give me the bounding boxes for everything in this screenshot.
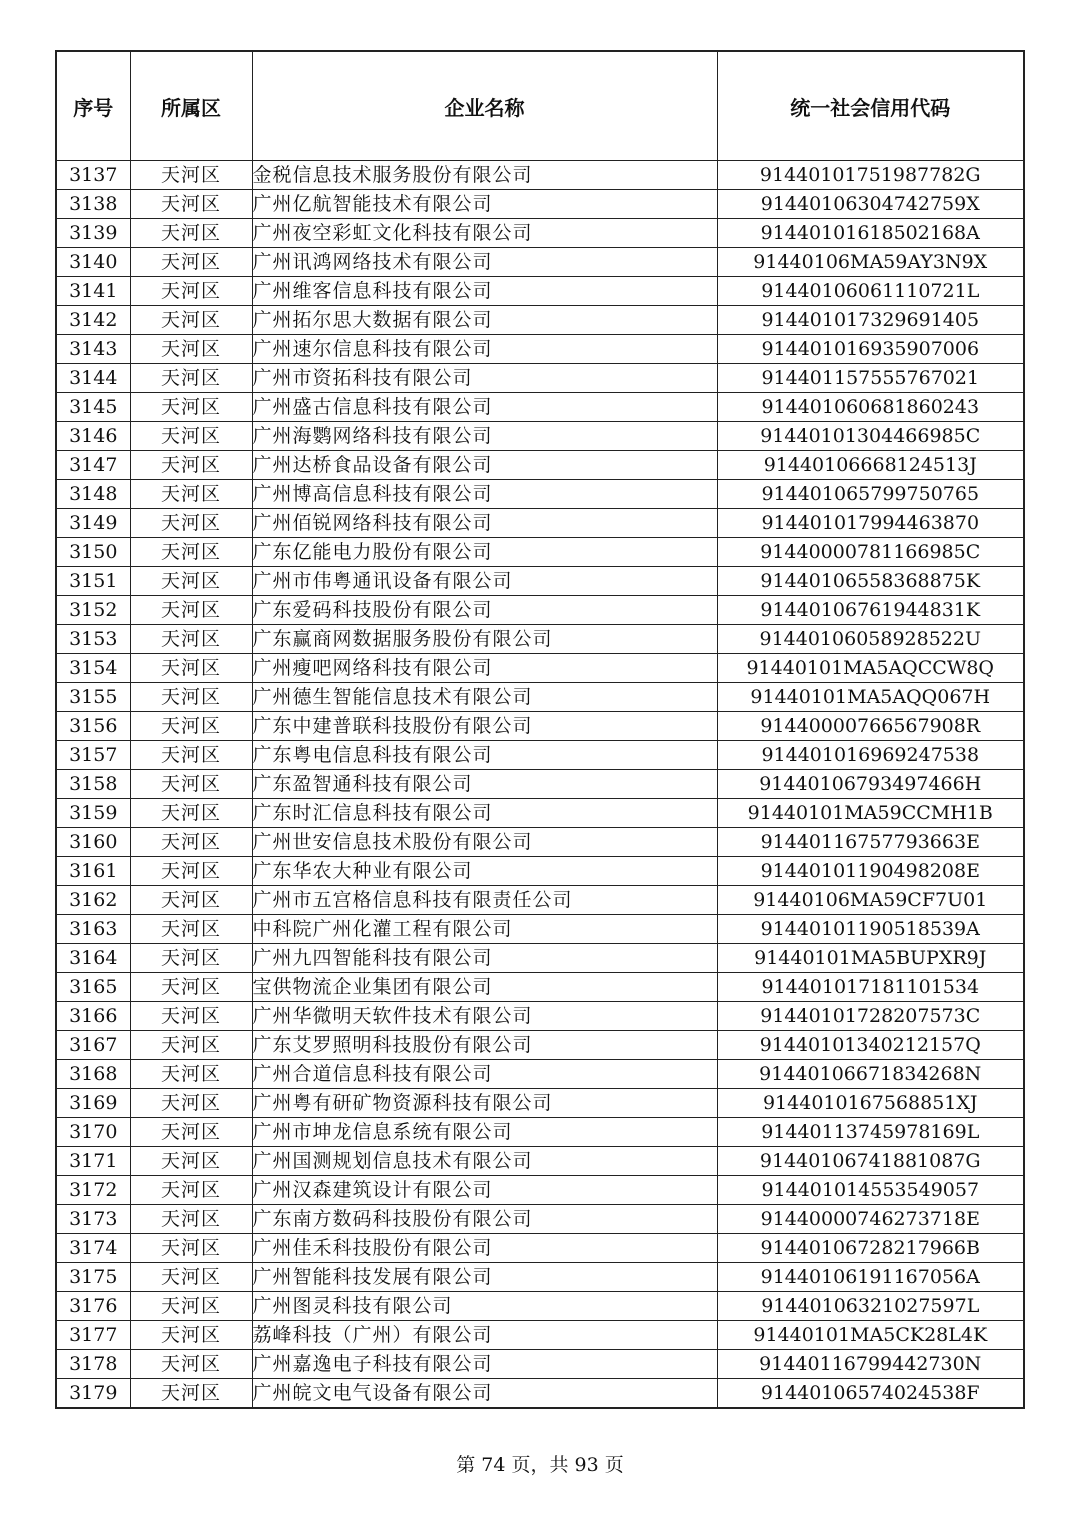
company-name-cell: 广东爱码科技股份有限公司 xyxy=(252,596,717,625)
credit-code-cell: 914401017329691405 xyxy=(717,306,1024,335)
serial-number-cell: 3139 xyxy=(56,219,130,248)
company-name-cell: 广州合道信息科技有限公司 xyxy=(252,1060,717,1089)
district-cell: 天河区 xyxy=(130,509,252,538)
table-row xyxy=(56,364,1024,393)
company-name-cell: 广州拓尔思大数据有限公司 xyxy=(252,306,717,335)
table-row xyxy=(56,480,1024,509)
header-district: 所属区 xyxy=(130,51,252,161)
company-name-cell: 广州国测规划信息技术有限公司 xyxy=(252,1147,717,1176)
district-cell: 天河区 xyxy=(130,422,252,451)
company-name-cell: 广州图灵科技有限公司 xyxy=(252,1292,717,1321)
district-cell: 天河区 xyxy=(130,1292,252,1321)
district-cell: 天河区 xyxy=(130,1379,252,1409)
district-cell: 天河区 xyxy=(130,1147,252,1176)
credit-code-cell: 91440106741881087G xyxy=(717,1147,1024,1176)
page-number: 第 74 页，共 93 页 xyxy=(456,1454,624,1476)
table-row xyxy=(56,335,1024,364)
serial-number-cell: 3178 xyxy=(56,1350,130,1379)
serial-number-cell: 3144 xyxy=(56,364,130,393)
table-row xyxy=(56,886,1024,915)
serial-number-cell: 3153 xyxy=(56,625,130,654)
credit-code-cell: 914401016969247538 xyxy=(717,741,1024,770)
table-row xyxy=(56,973,1024,1002)
company-name-cell: 广州夜空彩虹文化科技有限公司 xyxy=(252,219,717,248)
company-name-cell: 广州粤有研矿物资源科技有限公司 xyxy=(252,1089,717,1118)
table-row xyxy=(56,1292,1024,1321)
district-cell: 天河区 xyxy=(130,480,252,509)
company-name-cell: 广东亿能电力股份有限公司 xyxy=(252,538,717,567)
company-name-cell: 金税信息技术服务股份有限公司 xyxy=(252,161,717,190)
company-name-cell: 广东粤电信息科技有限公司 xyxy=(252,741,717,770)
district-cell: 天河区 xyxy=(130,190,252,219)
credit-code-cell: 91440106574024538F xyxy=(717,1379,1024,1409)
district-cell: 天河区 xyxy=(130,161,252,190)
serial-number-cell: 3164 xyxy=(56,944,130,973)
district-cell: 天河区 xyxy=(130,770,252,799)
credit-code-cell: 914401017181101534 xyxy=(717,973,1024,1002)
table-header-row xyxy=(56,51,1024,161)
serial-number-cell: 3156 xyxy=(56,712,130,741)
company-name-cell: 广东中建普联科技股份有限公司 xyxy=(252,712,717,741)
table-row xyxy=(56,451,1024,480)
district-cell: 天河区 xyxy=(130,1002,252,1031)
company-name-cell: 广东南方数码科技股份有限公司 xyxy=(252,1205,717,1234)
district-cell: 天河区 xyxy=(130,567,252,596)
serial-number-cell: 3154 xyxy=(56,654,130,683)
credit-code-cell: 91440101751987782G xyxy=(717,161,1024,190)
table-row xyxy=(56,219,1024,248)
credit-code-cell: 91440101304466985C xyxy=(717,422,1024,451)
serial-number-cell: 3171 xyxy=(56,1147,130,1176)
serial-number-cell: 3175 xyxy=(56,1263,130,1292)
company-name-cell: 广州佳禾科技股份有限公司 xyxy=(252,1234,717,1263)
table-row xyxy=(56,625,1024,654)
table-row xyxy=(56,1147,1024,1176)
credit-code-cell: 91440101MA5BUPXR9J xyxy=(717,944,1024,973)
company-name-cell: 广州佰锐网络科技有限公司 xyxy=(252,509,717,538)
credit-code-cell: 91440106058928522U xyxy=(717,625,1024,654)
company-name-cell: 广东盈智通科技有限公司 xyxy=(252,770,717,799)
serial-number-cell: 3167 xyxy=(56,1031,130,1060)
table-row xyxy=(56,654,1024,683)
table-row xyxy=(56,1002,1024,1031)
company-name-cell: 广州世安信息技术股份有限公司 xyxy=(252,828,717,857)
district-cell: 天河区 xyxy=(130,857,252,886)
company-name-cell: 广州亿航智能技术有限公司 xyxy=(252,190,717,219)
company-name-cell: 广州汉森建筑设计有限公司 xyxy=(252,1176,717,1205)
credit-code-cell: 91440106061110721L xyxy=(717,277,1024,306)
company-table xyxy=(55,50,1025,1409)
company-name-cell: 广州盛古信息科技有限公司 xyxy=(252,393,717,422)
company-name-cell: 广州速尔信息科技有限公司 xyxy=(252,335,717,364)
district-cell: 天河区 xyxy=(130,248,252,277)
table-row xyxy=(56,1089,1024,1118)
district-cell: 天河区 xyxy=(130,538,252,567)
credit-code-cell: 914401060681860243 xyxy=(717,393,1024,422)
serial-number-cell: 3143 xyxy=(56,335,130,364)
table-row xyxy=(56,509,1024,538)
serial-number-cell: 3152 xyxy=(56,596,130,625)
table-body xyxy=(56,161,1024,1409)
table-row xyxy=(56,712,1024,741)
credit-code-cell: 914401065799750765 xyxy=(717,480,1024,509)
serial-number-cell: 3163 xyxy=(56,915,130,944)
district-cell: 天河区 xyxy=(130,1350,252,1379)
credit-code-cell: 91440101190518539A xyxy=(717,915,1024,944)
table-row xyxy=(56,915,1024,944)
company-name-cell: 广州智能科技发展有限公司 xyxy=(252,1263,717,1292)
serial-number-cell: 3138 xyxy=(56,190,130,219)
company-name-cell: 宝供物流企业集团有限公司 xyxy=(252,973,717,1002)
company-name-cell: 广州博高信息科技有限公司 xyxy=(252,480,717,509)
credit-code-cell: 91440106558368875K xyxy=(717,567,1024,596)
serial-number-cell: 3173 xyxy=(56,1205,130,1234)
credit-code-cell: 91440101340212157Q xyxy=(717,1031,1024,1060)
serial-number-cell: 3176 xyxy=(56,1292,130,1321)
credit-code-cell: 91440000746273718E xyxy=(717,1205,1024,1234)
serial-number-cell: 3169 xyxy=(56,1089,130,1118)
company-name-cell: 广州皖文电气设备有限公司 xyxy=(252,1379,717,1409)
credit-code-cell: 914401016935907006 xyxy=(717,335,1024,364)
serial-number-cell: 3137 xyxy=(56,161,130,190)
table-row xyxy=(56,1118,1024,1147)
serial-number-cell: 3166 xyxy=(56,1002,130,1031)
serial-number-cell: 3160 xyxy=(56,828,130,857)
serial-number-cell: 3177 xyxy=(56,1321,130,1350)
district-cell: 天河区 xyxy=(130,1060,252,1089)
credit-code-cell: 91440106191167056A xyxy=(717,1263,1024,1292)
company-name-cell: 广州市坤龙信息系统有限公司 xyxy=(252,1118,717,1147)
district-cell: 天河区 xyxy=(130,596,252,625)
serial-number-cell: 3159 xyxy=(56,799,130,828)
credit-code-cell: 91440000781166985C xyxy=(717,538,1024,567)
table-row xyxy=(56,538,1024,567)
district-cell: 天河区 xyxy=(130,1089,252,1118)
credit-code-cell: 91440101190498208E xyxy=(717,857,1024,886)
credit-code-cell: 91440106671834268N xyxy=(717,1060,1024,1089)
table-row xyxy=(56,1060,1024,1089)
table-row xyxy=(56,567,1024,596)
company-name-cell: 广州市五宫格信息科技有限责任公司 xyxy=(252,886,717,915)
serial-number-cell: 3157 xyxy=(56,741,130,770)
serial-number-cell: 3158 xyxy=(56,770,130,799)
credit-code-cell: 91440101MA5AQQ067H xyxy=(717,683,1024,712)
credit-code-cell: 91440101MA5AQCCW8Q xyxy=(717,654,1024,683)
table-row xyxy=(56,1234,1024,1263)
company-name-cell: 广州华微明天软件技术有限公司 xyxy=(252,1002,717,1031)
district-cell: 天河区 xyxy=(130,799,252,828)
credit-code-cell: 914401014553549057 xyxy=(717,1176,1024,1205)
district-cell: 天河区 xyxy=(130,1118,252,1147)
credit-code-cell: 914401157555767021 xyxy=(717,364,1024,393)
header-company-name: 企业名称 xyxy=(252,51,717,161)
company-name-cell: 广州市伟粤通讯设备有限公司 xyxy=(252,567,717,596)
table-row xyxy=(56,1350,1024,1379)
district-cell: 天河区 xyxy=(130,1321,252,1350)
table-row xyxy=(56,828,1024,857)
credit-code-cell: 91440106761944831K xyxy=(717,596,1024,625)
table-row xyxy=(56,683,1024,712)
credit-code-cell: 9144010167568851XJ xyxy=(717,1089,1024,1118)
company-name-cell: 广东华农大种业有限公司 xyxy=(252,857,717,886)
credit-code-cell: 91440101MA5CK28L4K xyxy=(717,1321,1024,1350)
credit-code-cell: 91440106321027597L xyxy=(717,1292,1024,1321)
credit-code-cell: 91440116757793663E xyxy=(717,828,1024,857)
credit-code-cell: 91440113745978169L xyxy=(717,1118,1024,1147)
table-row xyxy=(56,248,1024,277)
table-row xyxy=(56,944,1024,973)
district-cell: 天河区 xyxy=(130,654,252,683)
company-name-cell: 广州市资拓科技有限公司 xyxy=(252,364,717,393)
serial-number-cell: 3150 xyxy=(56,538,130,567)
table-row xyxy=(56,161,1024,190)
company-name-cell: 广州达桥食品设备有限公司 xyxy=(252,451,717,480)
credit-code-cell: 91440106728217966B xyxy=(717,1234,1024,1263)
company-name-cell: 广州德生智能信息技术有限公司 xyxy=(252,683,717,712)
serial-number-cell: 3145 xyxy=(56,393,130,422)
serial-number-cell: 3165 xyxy=(56,973,130,1002)
company-name-cell: 广州海鹦网络科技有限公司 xyxy=(252,422,717,451)
table-row xyxy=(56,277,1024,306)
serial-number-cell: 3179 xyxy=(56,1379,130,1409)
company-name-cell: 中科院广州化灌工程有限公司 xyxy=(252,915,717,944)
credit-code-cell: 91440106304742759X xyxy=(717,190,1024,219)
district-cell: 天河区 xyxy=(130,915,252,944)
district-cell: 天河区 xyxy=(130,277,252,306)
table-row xyxy=(56,1321,1024,1350)
header-serial-number: 序号 xyxy=(56,51,130,161)
company-name-cell: 广州九四智能科技有限公司 xyxy=(252,944,717,973)
company-name-cell: 广州嘉逸电子科技有限公司 xyxy=(252,1350,717,1379)
serial-number-cell: 3151 xyxy=(56,567,130,596)
company-name-cell: 广州维客信息科技有限公司 xyxy=(252,277,717,306)
serial-number-cell: 3170 xyxy=(56,1118,130,1147)
serial-number-cell: 3161 xyxy=(56,857,130,886)
table-row xyxy=(56,1031,1024,1060)
table-row xyxy=(56,306,1024,335)
table-row xyxy=(56,770,1024,799)
serial-number-cell: 3172 xyxy=(56,1176,130,1205)
district-cell: 天河区 xyxy=(130,712,252,741)
district-cell: 天河区 xyxy=(130,625,252,654)
district-cell: 天河区 xyxy=(130,1263,252,1292)
district-cell: 天河区 xyxy=(130,335,252,364)
serial-number-cell: 3149 xyxy=(56,509,130,538)
header-credit-code: 统一社会信用代码 xyxy=(717,51,1024,161)
district-cell: 天河区 xyxy=(130,828,252,857)
serial-number-cell: 3162 xyxy=(56,886,130,915)
serial-number-cell: 3174 xyxy=(56,1234,130,1263)
table-row xyxy=(56,1205,1024,1234)
company-name-cell: 广东时汇信息科技有限公司 xyxy=(252,799,717,828)
credit-code-cell: 91440101618502168A xyxy=(717,219,1024,248)
company-name-cell: 广东赢商网数据服务股份有限公司 xyxy=(252,625,717,654)
table-row xyxy=(56,596,1024,625)
company-name-cell: 广州瘦吧网络科技有限公司 xyxy=(252,654,717,683)
company-name-cell: 广东艾罗照明科技股份有限公司 xyxy=(252,1031,717,1060)
credit-code-cell: 91440106793497466H xyxy=(717,770,1024,799)
district-cell: 天河区 xyxy=(130,219,252,248)
credit-code-cell: 914401017994463870 xyxy=(717,509,1024,538)
credit-code-cell: 91440106MA59AY3N9X xyxy=(717,248,1024,277)
table-row xyxy=(56,1263,1024,1292)
district-cell: 天河区 xyxy=(130,364,252,393)
serial-number-cell: 3155 xyxy=(56,683,130,712)
serial-number-cell: 3168 xyxy=(56,1060,130,1089)
table-row xyxy=(56,741,1024,770)
table-row xyxy=(56,422,1024,451)
company-name-cell: 荔峰科技（广州）有限公司 xyxy=(252,1321,717,1350)
district-cell: 天河区 xyxy=(130,886,252,915)
credit-code-cell: 91440101728207573C xyxy=(717,1002,1024,1031)
company-name-cell: 广州讯鸿网络技术有限公司 xyxy=(252,248,717,277)
serial-number-cell: 3146 xyxy=(56,422,130,451)
district-cell: 天河区 xyxy=(130,306,252,335)
district-cell: 天河区 xyxy=(130,683,252,712)
district-cell: 天河区 xyxy=(130,1031,252,1060)
district-cell: 天河区 xyxy=(130,973,252,1002)
district-cell: 天河区 xyxy=(130,393,252,422)
credit-code-cell: 91440106668124513J xyxy=(717,451,1024,480)
district-cell: 天河区 xyxy=(130,1234,252,1263)
district-cell: 天河区 xyxy=(130,944,252,973)
table-row xyxy=(56,1176,1024,1205)
credit-code-cell: 91440101MA59CCMH1B xyxy=(717,799,1024,828)
serial-number-cell: 3148 xyxy=(56,480,130,509)
district-cell: 天河区 xyxy=(130,451,252,480)
table-row xyxy=(56,190,1024,219)
table-row xyxy=(56,857,1024,886)
district-cell: 天河区 xyxy=(130,1176,252,1205)
credit-code-cell: 91440000766567908R xyxy=(717,712,1024,741)
district-cell: 天河区 xyxy=(130,741,252,770)
serial-number-cell: 3140 xyxy=(56,248,130,277)
serial-number-cell: 3141 xyxy=(56,277,130,306)
credit-code-cell: 91440116799442730N xyxy=(717,1350,1024,1379)
table-row xyxy=(56,393,1024,422)
table-row xyxy=(56,799,1024,828)
table-row xyxy=(56,1379,1024,1409)
serial-number-cell: 3147 xyxy=(56,451,130,480)
district-cell: 天河区 xyxy=(130,1205,252,1234)
serial-number-cell: 3142 xyxy=(56,306,130,335)
credit-code-cell: 91440106MA59CF7U01 xyxy=(717,886,1024,915)
